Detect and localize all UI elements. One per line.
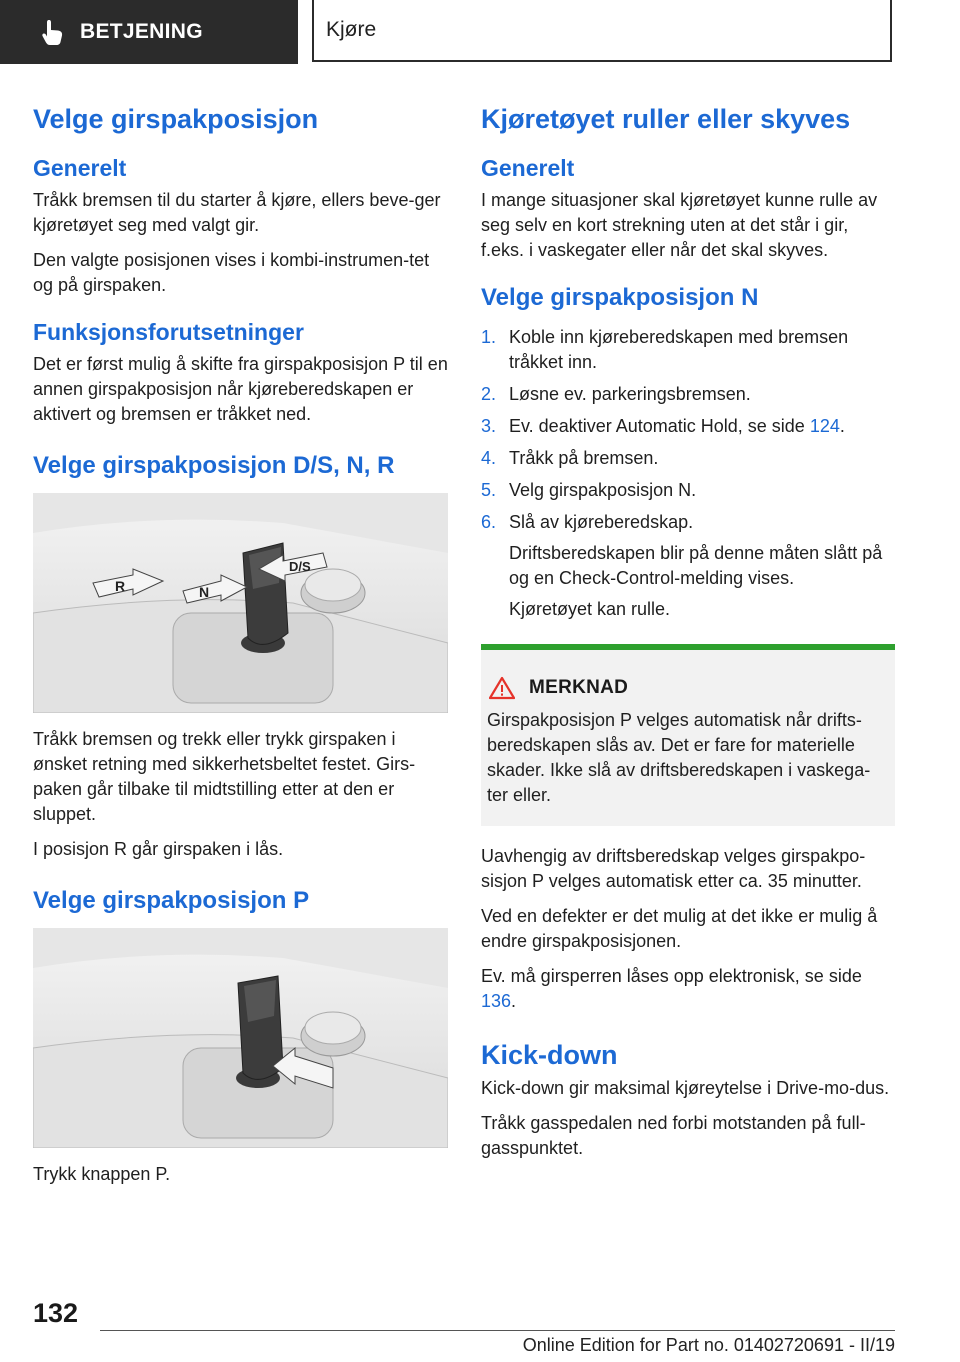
p-paragraph: Trykk knappen P.: [33, 1164, 171, 1184]
step-2: [481, 382, 895, 407]
left-title: Velge girspakposisjon: [33, 104, 319, 134]
right-general-heading: Generelt: [481, 155, 575, 181]
n-heading: Velge girspakposisjon N: [481, 284, 759, 311]
step-text: Slå av kjøreberedskap.: [509, 512, 694, 532]
step-4: [481, 446, 895, 471]
notice-box: [481, 644, 895, 826]
hand-pointer-icon: [38, 17, 68, 47]
page-number: 132: [33, 1298, 79, 1328]
chapter-tab: [312, 0, 892, 62]
dsnr-paragraph-2: I posisjon R går girspaken i lås.: [33, 839, 284, 859]
step-6-sub-1: Driftsberedskapen blir på denne måten slått på og en Check-Control-melding vises.: [509, 543, 883, 588]
page-link-136[interactable]: 136: [481, 991, 512, 1011]
after-paragraph-3: [481, 964, 895, 1014]
figure-label-r: R: [115, 578, 126, 594]
p-heading: Velge girspakposisjon P: [33, 887, 310, 914]
step-text: Tråkk på bremsen.: [509, 448, 659, 468]
step-5: [481, 478, 895, 503]
right-column: [481, 100, 895, 1171]
dsnr-paragraph-1: Tråkk bremsen og trekk eller trykk girspaken i ønsket retning med sikkerhetsbeltet festet. Girs-paken går tilbake til midtstilling etter at den er sluppet.: [33, 729, 416, 824]
right-general-paragraph: I mange situasjoner skal kjøretøyet kunne rulle av seg selv en kort strekning uten at det står i gir, f.eks. i vaskegater eller når det skal skyves.: [481, 190, 878, 260]
kickdown-heading: Kick-down: [481, 1040, 618, 1070]
step-number: 5.: [481, 480, 497, 500]
kickdown-paragraph-1: Kick-down gir maksimal kjøreytelse i Drive-mo-dus.: [481, 1078, 890, 1098]
after-paragraph-3-text: Ev. må girsperren låses opp elektronisk, se side: [481, 966, 862, 986]
step-3: [481, 414, 895, 439]
dsnr-heading: Velge girspakposisjon D/S, N, R: [33, 452, 395, 479]
after-paragraph-3-end: .: [511, 991, 517, 1011]
gear-selector-dsnr-illustration: [33, 493, 448, 713]
chapter-label: Kjøre: [326, 18, 377, 41]
step-text: Ev. deaktiver Automatic Hold, se side: [509, 416, 810, 436]
step-number: 6.: [481, 512, 497, 532]
left-column: [33, 100, 448, 1197]
left-general-p1: Tråkk bremsen til du starter å kjøre, ellers beve-ger kjøretøyet seg med valgt gir.: [33, 190, 441, 235]
step-text-end: .: [839, 416, 845, 436]
figure-label-n: N: [199, 584, 210, 600]
footer-divider: [100, 1330, 895, 1331]
step-text: Koble inn kjøreberedskapen med bremsen tråkket inn.: [509, 327, 849, 372]
requirements-paragraph: Det er først mulig å skifte fra girspakposisjon P til en annen girspakposisjon når kjøreberedskapen er aktivert og bremsen er tråkket ned.: [33, 354, 448, 424]
gear-selector-dsnr-figure: [33, 493, 448, 713]
figure-label-ds: D/S: [289, 559, 311, 574]
step-number: 1.: [481, 327, 497, 347]
left-general-heading: Generelt: [33, 155, 127, 181]
gear-selector-p-illustration: [33, 928, 448, 1148]
after-paragraph-1: Uavhengig av driftsberedskap velges girspakpo-sisjon P velges automatisk etter ca. 35 minutter.: [481, 846, 866, 891]
footer-edition: Online Edition for Part no. 01402720691 - II/19: [522, 1335, 895, 1355]
step-number: 2.: [481, 384, 497, 404]
left-general-p2: Den valgte posisjonen vises i kombi-instrumen-tet og på girspaken.: [33, 250, 430, 295]
step-1: [481, 325, 895, 375]
warning-triangle-icon: [489, 676, 515, 700]
section-label: BETJENING: [80, 20, 203, 43]
notice-title: MERKNAD: [529, 677, 629, 698]
page-link-124[interactable]: 124: [809, 416, 840, 436]
step-text: Velg girspakposisjon N.: [509, 480, 697, 500]
step-6-sub-2: Kjøretøyet kan rulle.: [509, 599, 671, 619]
notice-text: Girspakposisjon P velges automatisk når drifts-beredskapen slås av. Det er fare for materielle skader. Ikke slå av driftsberedskapen i vaskega-ter eller.: [487, 710, 871, 805]
step-number: 4.: [481, 448, 497, 468]
kickdown-paragraph-2: Tråkk gasspedalen ned forbi motstanden på full-gasspunktet.: [481, 1113, 866, 1158]
step-6: [481, 510, 895, 622]
step-text: Løsne ev. parkeringsbremsen.: [509, 384, 751, 404]
right-title: Kjøretøyet ruller eller skyves: [481, 104, 851, 134]
n-steps-list: [481, 325, 895, 622]
step-number: 3.: [481, 416, 497, 436]
notice-header: [487, 676, 885, 700]
requirements-heading: Funksjonsforutsetninger: [33, 319, 304, 345]
gear-selector-p-figure: [33, 928, 448, 1148]
after-paragraph-2: Ved en defekter er det mulig at det ikke er mulig å endre girspakposisjonen.: [481, 906, 878, 951]
section-tab: [0, 0, 298, 64]
